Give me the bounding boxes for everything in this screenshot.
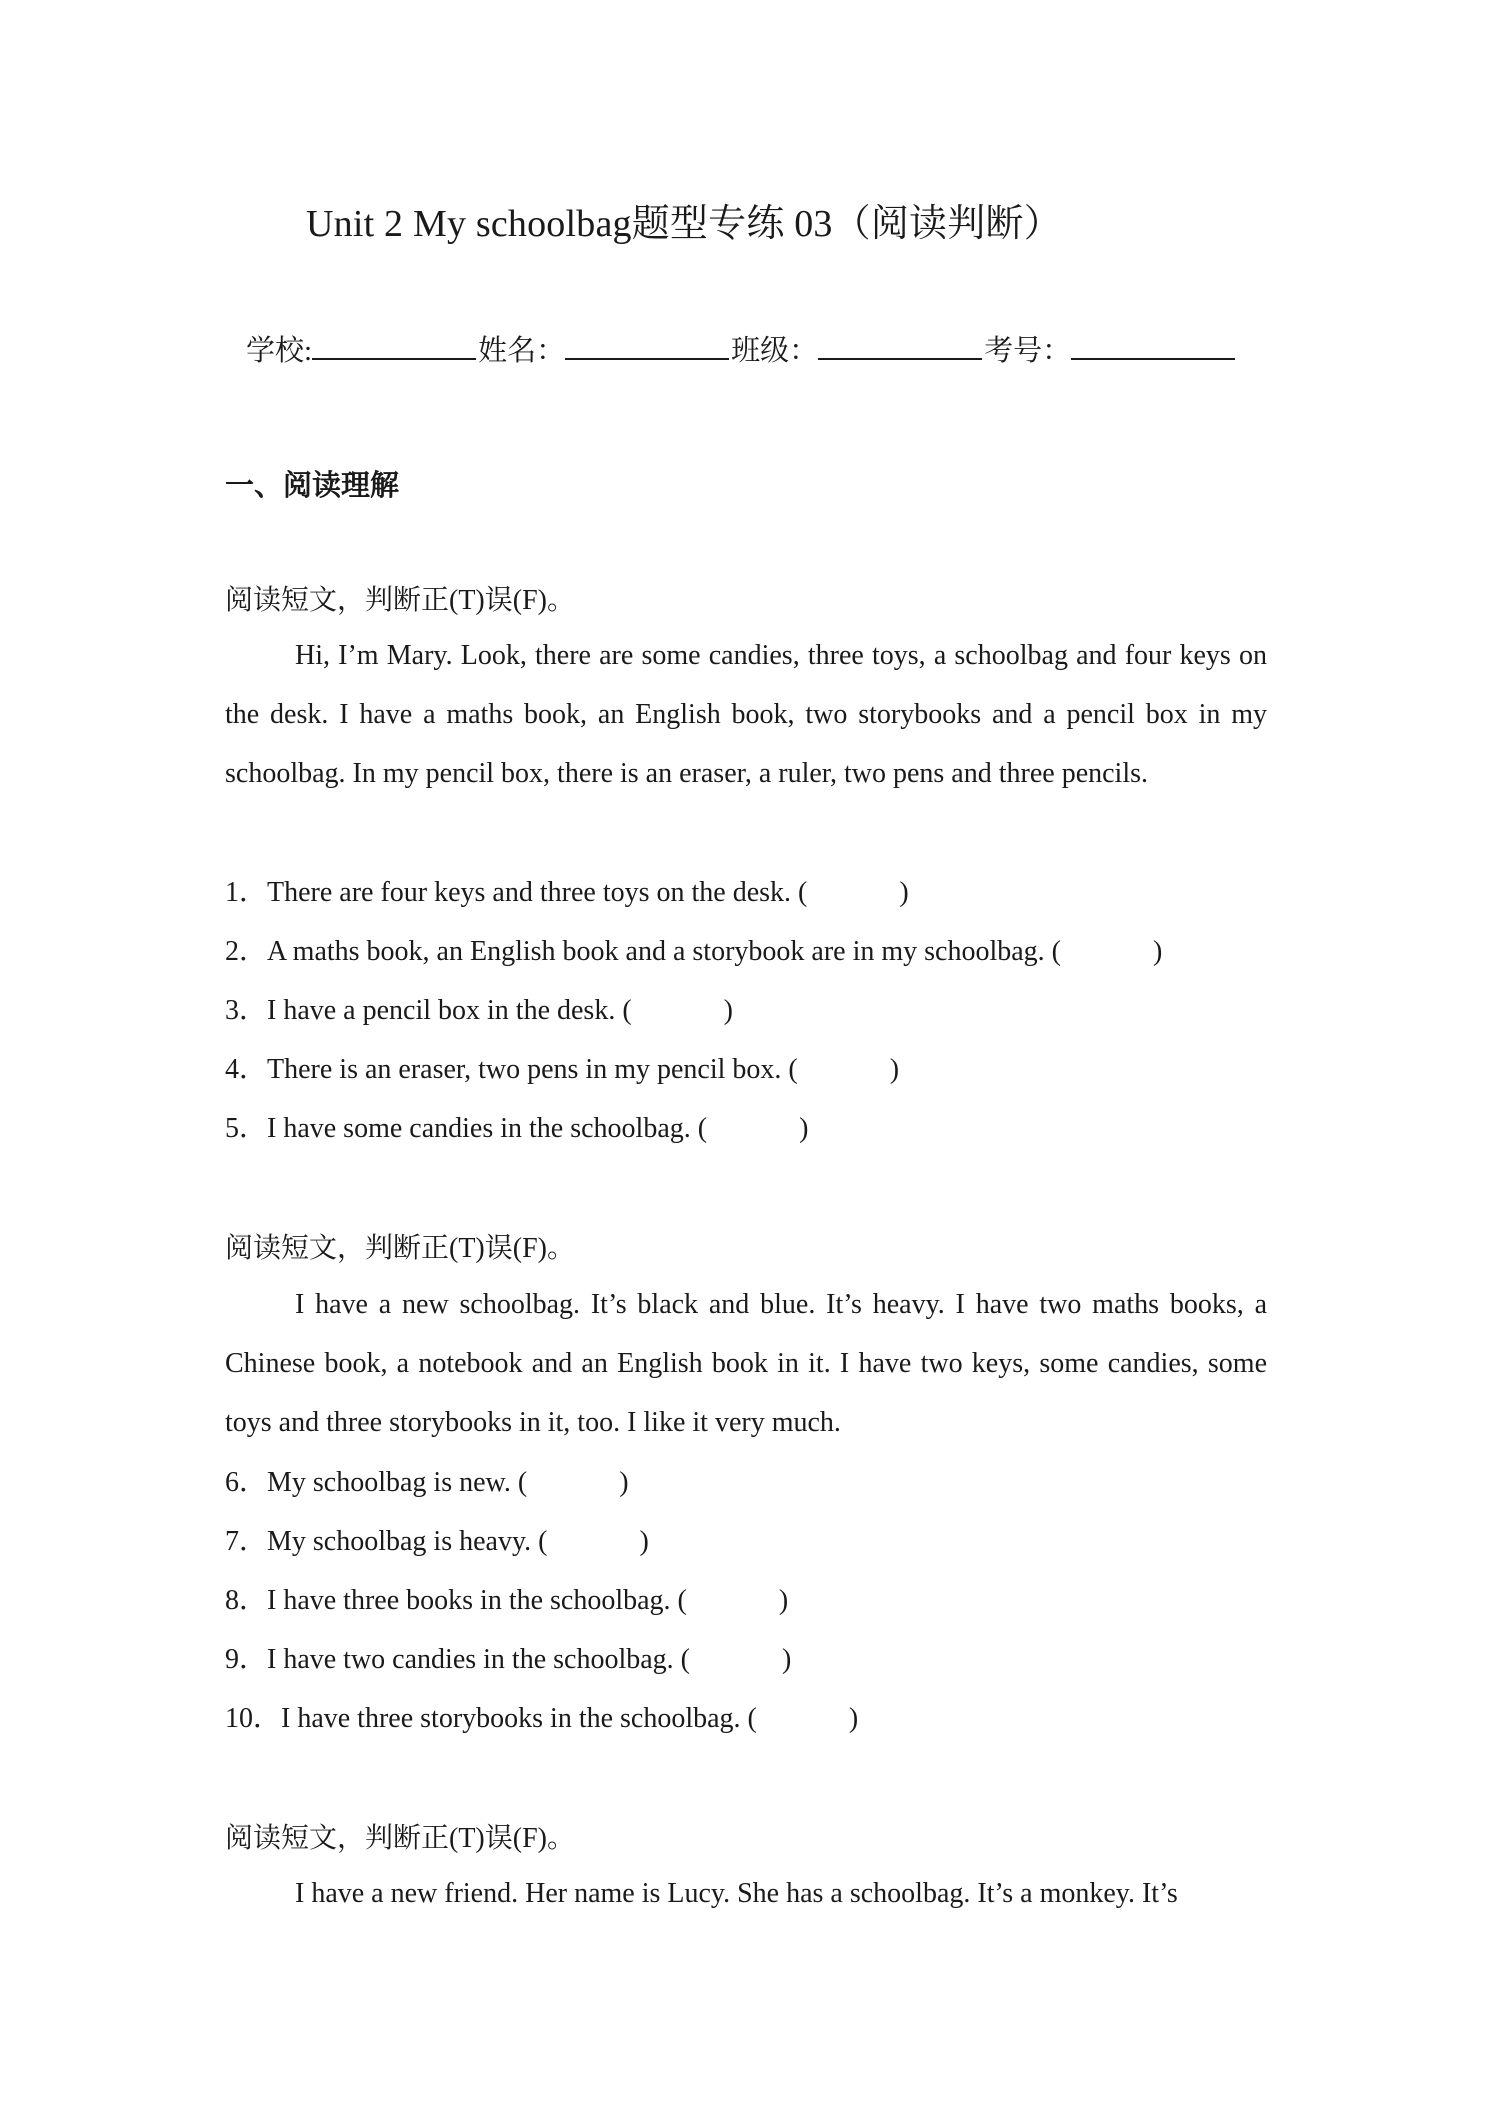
question-text: 5．I have some candies in the schoolbag. ( [225, 1113, 708, 1144]
passage-2-instruction: 阅读短文，判断正(T)误(F)。 [225, 1233, 575, 1264]
exam-number-blank[interactable] [1071, 336, 1235, 360]
question-7 [225, 1519, 649, 1559]
passage-1-text: Hi, I’m Mary. Look, there are some candies, three toys, a schoolbag and four keys on the desk. I have a maths book, an English book, two storybooks and a pencil box in my schoolbag. In my pencil box, there is an eraser, a ruler, two pens and three pencils. [225, 640, 1267, 789]
question-text: 4．There is an eraser, two pens in my pencil box. ( [225, 1054, 798, 1085]
question-text: 7．My schoolbag is heavy. ( [225, 1526, 548, 1557]
question-text: 1．There are four keys and three toys on the desk. ( [225, 877, 808, 908]
question-1 [225, 870, 909, 910]
passage-3-text: I have a new friend. Her name is Lucy. She has a schoolbag. It’s a monkey. It’s [295, 1878, 1178, 1909]
question-4 [225, 1047, 899, 1087]
question-text: 6．My schoolbag is new. ( [225, 1467, 528, 1498]
question-10 [225, 1696, 858, 1736]
name-blank[interactable] [565, 336, 729, 360]
close-paren: ) [778, 1585, 789, 1616]
page-title: Unit 2 My schoolbag题型专练 03（阅读判断） [306, 203, 1062, 245]
question-6 [225, 1460, 629, 1500]
close-paren: ) [889, 1054, 900, 1085]
student-info-row [246, 328, 1237, 369]
close-paren: ) [723, 995, 733, 1026]
close-paren: ) [848, 1703, 859, 1734]
school-label: 学校: [246, 335, 313, 367]
close-paren: ) [619, 1467, 629, 1498]
name-label: 姓名： [478, 335, 566, 367]
question-2 [225, 929, 1162, 969]
question-3 [225, 988, 733, 1028]
close-paren: ) [1153, 936, 1163, 967]
close-paren: ) [781, 1644, 792, 1675]
question-text: 9．I have two candies in the schoolbag. ( [225, 1644, 690, 1675]
question-9 [225, 1637, 791, 1677]
question-text: 10．I have three storybooks in the schoolbag. ( [225, 1703, 757, 1734]
exam-number-label: 考号： [984, 335, 1072, 367]
class-label: 班级： [731, 335, 819, 367]
passage-3-instruction: 阅读短文，判断正(T)误(F)。 [225, 1823, 575, 1854]
school-blank[interactable] [312, 336, 476, 360]
passage-2-text: I have a new schoolbag. It’s black and blue. It’s heavy. I have two maths books, a Chinese book, a notebook and an English book in it. I have two keys, some candies, some toys and three storybooks in it, too. I like it very much. [225, 1289, 1267, 1438]
question-text: 3．I have a pencil box in the desk. ( [225, 995, 632, 1026]
close-paren: ) [639, 1526, 649, 1557]
question-8 [225, 1578, 788, 1618]
passage-1-instruction: 阅读短文，判断正(T)误(F)。 [225, 585, 575, 616]
question-text: 8．I have three books in the schoolbag. ( [225, 1585, 687, 1616]
close-paren: ) [899, 877, 909, 908]
close-paren: ) [799, 1113, 809, 1144]
question-text: 2．A maths book, an English book and a storybook are in my schoolbag. ( [225, 936, 1061, 967]
class-blank[interactable] [818, 336, 982, 360]
section-heading: 一、阅读理解 [225, 468, 400, 502]
question-5 [225, 1106, 808, 1146]
